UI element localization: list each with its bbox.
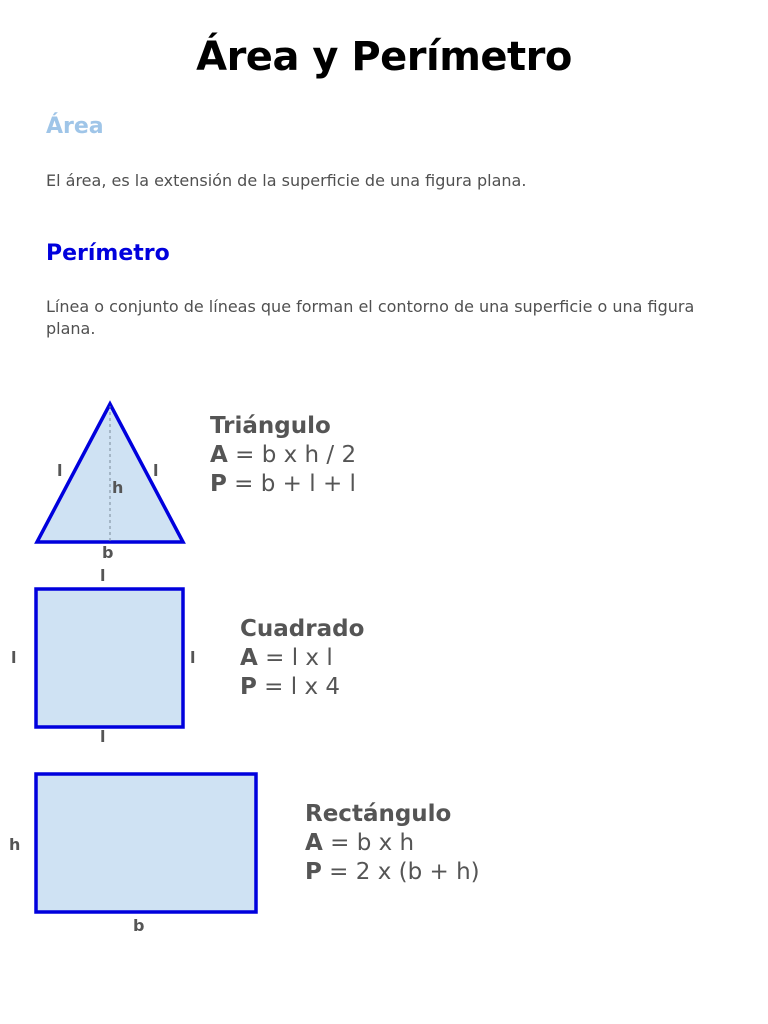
triangle-label-height: h (112, 478, 124, 497)
rectangle-formulas (305, 800, 480, 887)
square-shape (36, 589, 183, 727)
triangle-label-right: l (153, 461, 159, 480)
perimetro-definition: Línea o conjunto de líneas que forman el contorno de una superficie o una figura plana. (46, 297, 695, 338)
square-label-left: l (11, 648, 17, 667)
triangle-formulas (210, 412, 356, 499)
triangle-perimeter-formula: P = b + l + l (210, 471, 356, 497)
rectangle-label-base: b (133, 916, 145, 935)
rectangle-name: Rectángulo (305, 801, 452, 827)
square-label-bottom: l (100, 727, 106, 746)
rectangle-perimeter-formula: P = 2 x (b + h) (305, 859, 480, 885)
perimetro-heading: Perímetro (46, 241, 170, 266)
triangle-name: Triángulo (210, 413, 331, 439)
triangle-label-base: b (102, 543, 114, 562)
rectangle-area-formula: A = b x h (305, 830, 415, 856)
page-title: Área y Perímetro (196, 34, 572, 80)
square-perimeter-formula: P = l x 4 (240, 674, 341, 700)
rectangle-shape (36, 774, 256, 912)
area-heading: Área (46, 114, 104, 139)
square-label-right: l (190, 648, 196, 667)
square-area-formula: A = l x l (240, 645, 333, 671)
square-name: Cuadrado (240, 616, 365, 642)
triangle-area-formula: A = b x h / 2 (210, 442, 357, 468)
square-formulas (240, 615, 364, 702)
rectangle-label-height: h (9, 835, 21, 854)
triangle-label-left: l (57, 461, 63, 480)
square-label-top: l (100, 566, 106, 585)
area-definition: El área, es la extensión de la superficie de una figura plana. (46, 171, 527, 190)
